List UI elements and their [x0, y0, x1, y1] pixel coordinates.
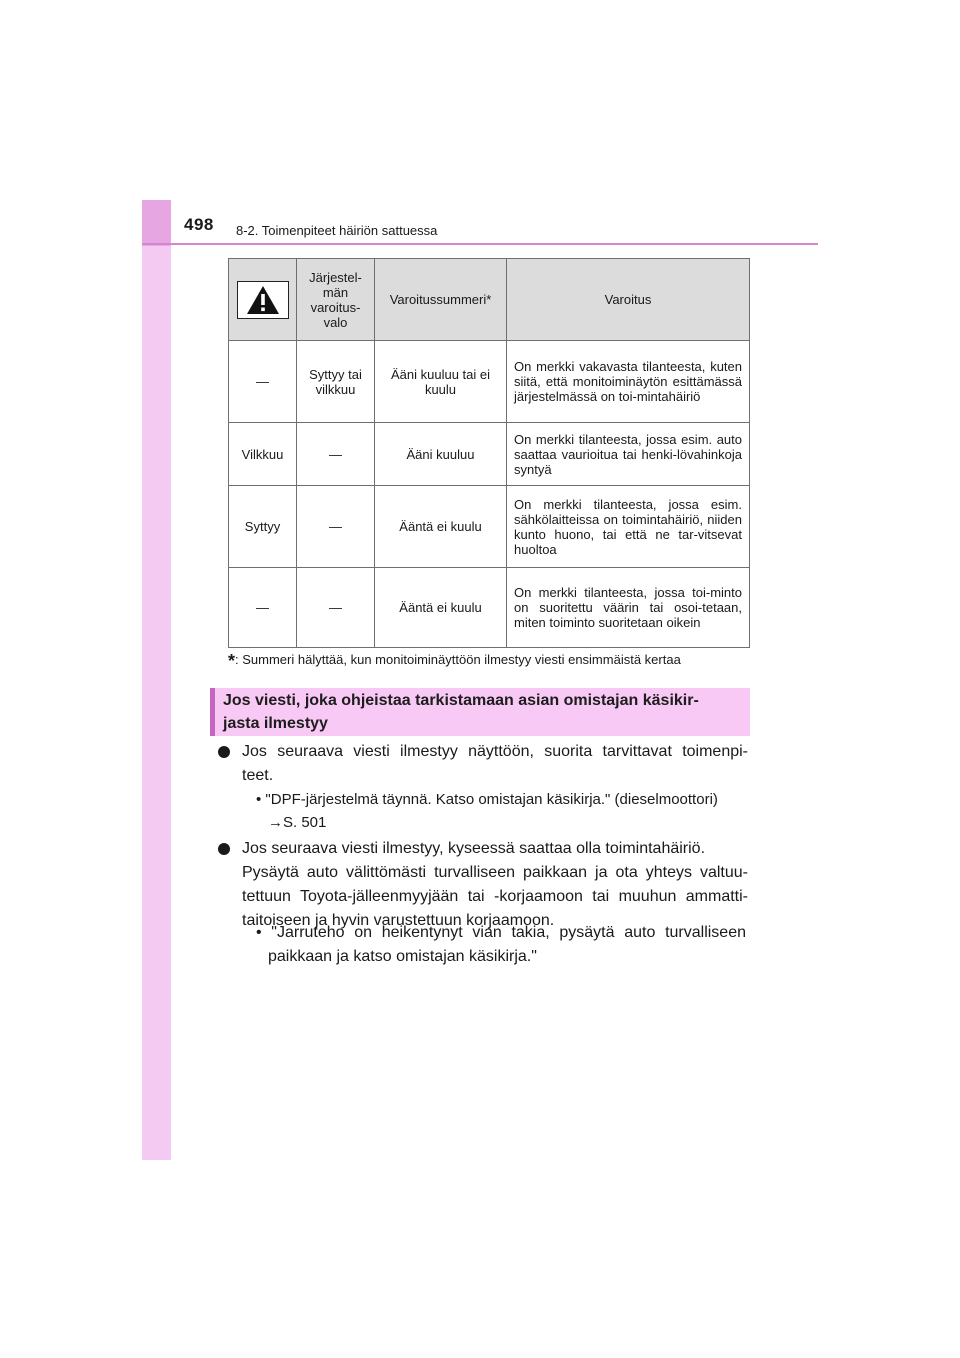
table-header-row [229, 259, 750, 341]
table-cell: — [229, 341, 297, 423]
page-number: 498 [184, 215, 214, 234]
body-text: tettuun Toyota-jälleenmyyjään tai -korjaamoon tai muuhun ammatti- [242, 888, 748, 905]
header-rule [142, 243, 818, 245]
section-heading [210, 688, 750, 736]
table-row [229, 423, 750, 486]
table-cell: Ääntä ei kuulu [375, 486, 507, 568]
chapter-title: 8-2. Toimenpiteet häiriön sattuessa [236, 223, 438, 238]
sub-item-text: paikkaan ja katso omistajan käsikirja." [268, 948, 537, 965]
warning-table [228, 258, 750, 648]
table-cell: Ääni kuuluu tai ei kuulu [375, 341, 507, 423]
footnote [228, 651, 681, 672]
body-text: teet. [242, 767, 274, 784]
table-cell: Ääntä ei kuulu [375, 568, 507, 648]
table-cell: On merkki vakavasta tilanteesta, kuten siitä, että monitoiminäytön esittämässä järjestelmässä on toi-mintahäiriö [507, 341, 750, 423]
column-header: Järjestel-män varoitus-valo [297, 259, 375, 341]
table-cell: — [297, 486, 375, 568]
sub-item-text: • "DPF-järjestelmä täynnä. Katso omistajan käsikirja." (dieselmoottori) [256, 791, 718, 808]
body-text: taitoiseen ja hyvin varustettuun korjaamoon. [242, 912, 555, 929]
table-cell: Syttyy [229, 486, 297, 568]
body-text: Jos seuraava viesti ilmestyy näyttöön, suorita tarvittavat toimenpi- [242, 743, 748, 760]
side-tab-marker [142, 200, 171, 246]
table-cell: — [229, 568, 297, 648]
table-cell: Vilkkuu [229, 423, 297, 486]
table-cell: — [297, 568, 375, 648]
table-row [229, 568, 750, 648]
footnote-text: : Summeri hälyttää, kun monitoiminäyttöön ilmestyy viesti ensimmäistä kertaa [235, 652, 681, 667]
table-cell: On merkki tilanteesta, jossa esim. sähkölaitteissa on toimintahäiriö, niiden kunto huono, tai että ne tar-vitsevat huoltoa [507, 486, 750, 568]
column-header: Varoitus [507, 259, 750, 341]
table-cell: — [297, 423, 375, 486]
table-cell: On merkki tilanteesta, jossa toi-minto on suoritettu väärin tai osoi-tetaan, miten toiminto suoritetaan oikein [507, 568, 750, 648]
bullet-icon [218, 843, 230, 855]
warning-light-header [229, 259, 297, 341]
section-heading-line: jasta ilmestyy [223, 715, 328, 732]
bullet-icon [218, 746, 230, 758]
page-reference: →S. 501 [268, 814, 327, 831]
table-cell: On merkki tilanteesta, jossa esim. auto saattaa vaurioitua tai henki-lövahinkoja syntyä [507, 423, 750, 486]
body-text: Pysäytä auto välittömästi turvalliseen paikkaan ja ota yhteys valtuu- [242, 864, 748, 881]
table-cell: Syttyy tai vilkkuu [297, 341, 375, 423]
column-header: Varoitussummeri* [375, 259, 507, 341]
sub-item-text: • "Jarruteho on heikentynyt vian takia, pysäytä auto turvalliseen [256, 924, 746, 941]
body-text: Jos seuraava viesti ilmestyy, kyseessä saattaa olla toimintahäiriö. [242, 840, 706, 857]
section-heading-line: Jos viesti, joka ohjeistaa tarkistamaan asian omistajan käsikir- [223, 692, 699, 709]
table-row [229, 341, 750, 423]
table-cell: Ääni kuuluu [375, 423, 507, 486]
side-tab-bar [142, 200, 171, 1160]
footnote-star: * [228, 651, 236, 671]
warning-triangle-icon [237, 281, 289, 319]
table-row [229, 486, 750, 568]
